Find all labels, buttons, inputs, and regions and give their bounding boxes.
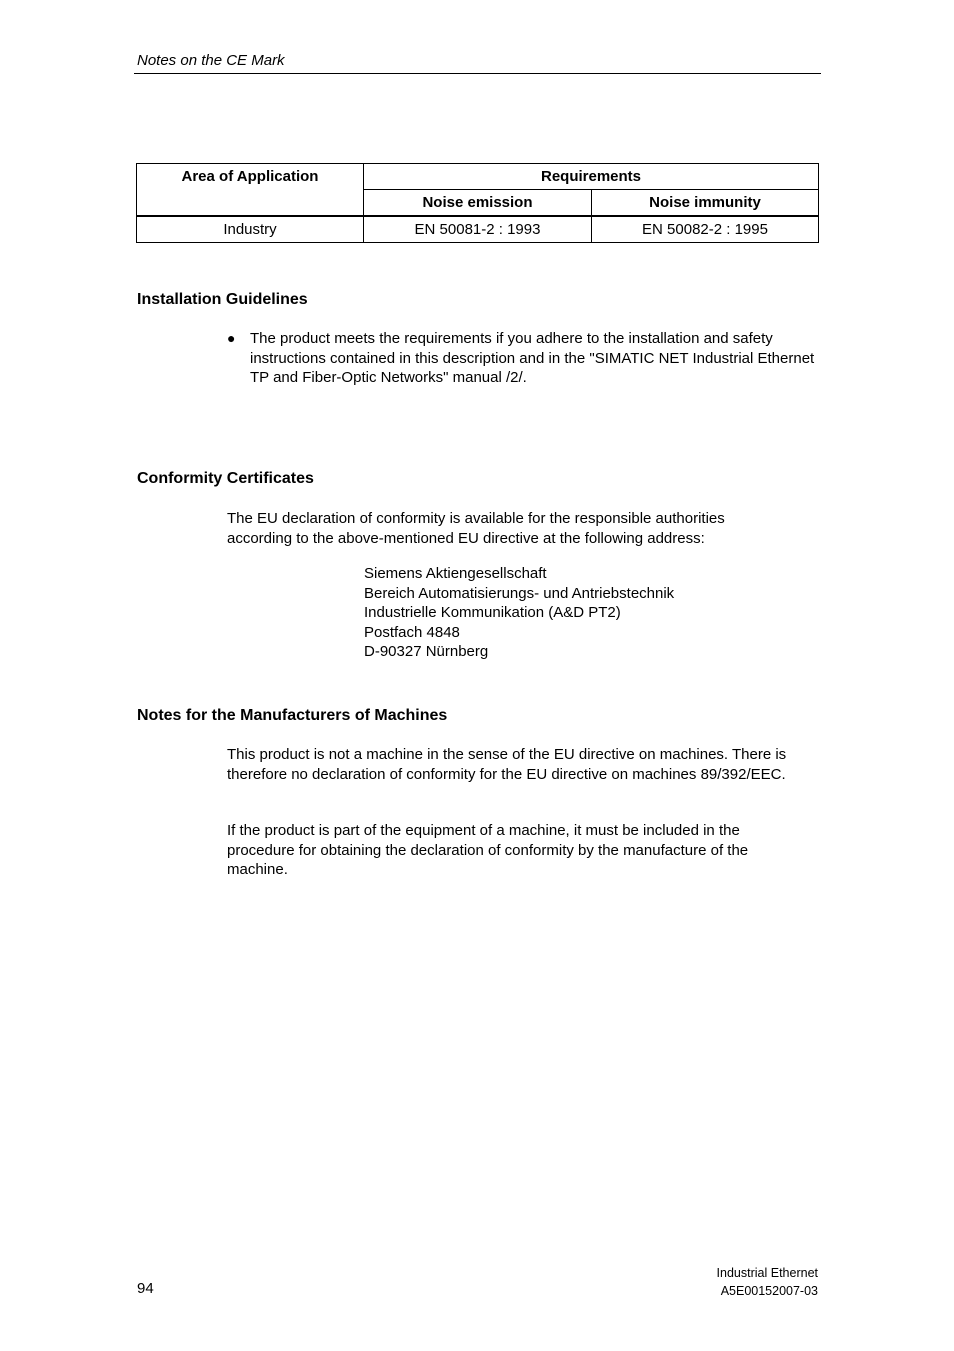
address-line: D-90327 Nürnberg bbox=[364, 643, 489, 660]
address-line: Bereich Automatisierungs- und Antriebstechnik bbox=[364, 584, 675, 602]
header-rule bbox=[134, 73, 821, 74]
cell-emission: EN 50081-2 : 1993 bbox=[364, 216, 592, 243]
cell-area: Industry bbox=[137, 216, 364, 243]
installation-heading: Installation Guidelines bbox=[137, 291, 308, 308]
address-line: Siemens Aktiengesellschaft bbox=[364, 565, 547, 582]
machines-paragraph-1: This product is not a machine in the sense of the EU directive on machines. There is therefore no declaration of conformity for the EU directive on machines 89/392/EEC. bbox=[227, 746, 787, 783]
page-number: 94 bbox=[137, 1280, 154, 1297]
address-line: Postfach 4848 bbox=[364, 623, 460, 641]
footer-product-info bbox=[717, 1264, 818, 1300]
machines-heading: Notes for the Manufacturers of Machines bbox=[137, 707, 448, 724]
table-row bbox=[137, 216, 819, 243]
requirements-table bbox=[136, 163, 819, 243]
col-area-of-application: Area of Application bbox=[137, 164, 364, 217]
col-noise-immunity: Noise immunity bbox=[592, 190, 819, 217]
footer-product: Industrial Ethernet bbox=[716, 1266, 818, 1280]
running-header: Notes on the CE Mark bbox=[137, 52, 285, 69]
cell-immunity: EN 50082-2 : 1995 bbox=[592, 216, 819, 243]
address-line: Industrielle Kommunikation (A&D PT2) bbox=[364, 604, 621, 621]
col-requirements: Requirements bbox=[364, 164, 819, 190]
footer-doc-id: A5E00152007-03 bbox=[720, 1284, 818, 1298]
installation-bullet-text: The product meets the requirements if you adhere to the installation and safety instructions contained in this description and in the "SIMATIC NET Industrial Ethernet TP and Fiber-Optic Networks" manual /2/. bbox=[250, 330, 815, 386]
address-block bbox=[364, 564, 674, 662]
machines-paragraph-2: If the product is part of the equipment of a machine, it must be included in the procedure for obtaining the declaration of conformity by the manufacture of the machine. bbox=[227, 822, 749, 878]
col-noise-emission: Noise emission bbox=[364, 190, 592, 217]
bullet-icon: ● bbox=[227, 330, 236, 346]
conformity-heading: Conformity Certificates bbox=[137, 470, 314, 487]
conformity-text: The EU declaration of conformity is available for the responsible authorities according to the above-mentioned EU directive at the following address: bbox=[227, 510, 725, 547]
